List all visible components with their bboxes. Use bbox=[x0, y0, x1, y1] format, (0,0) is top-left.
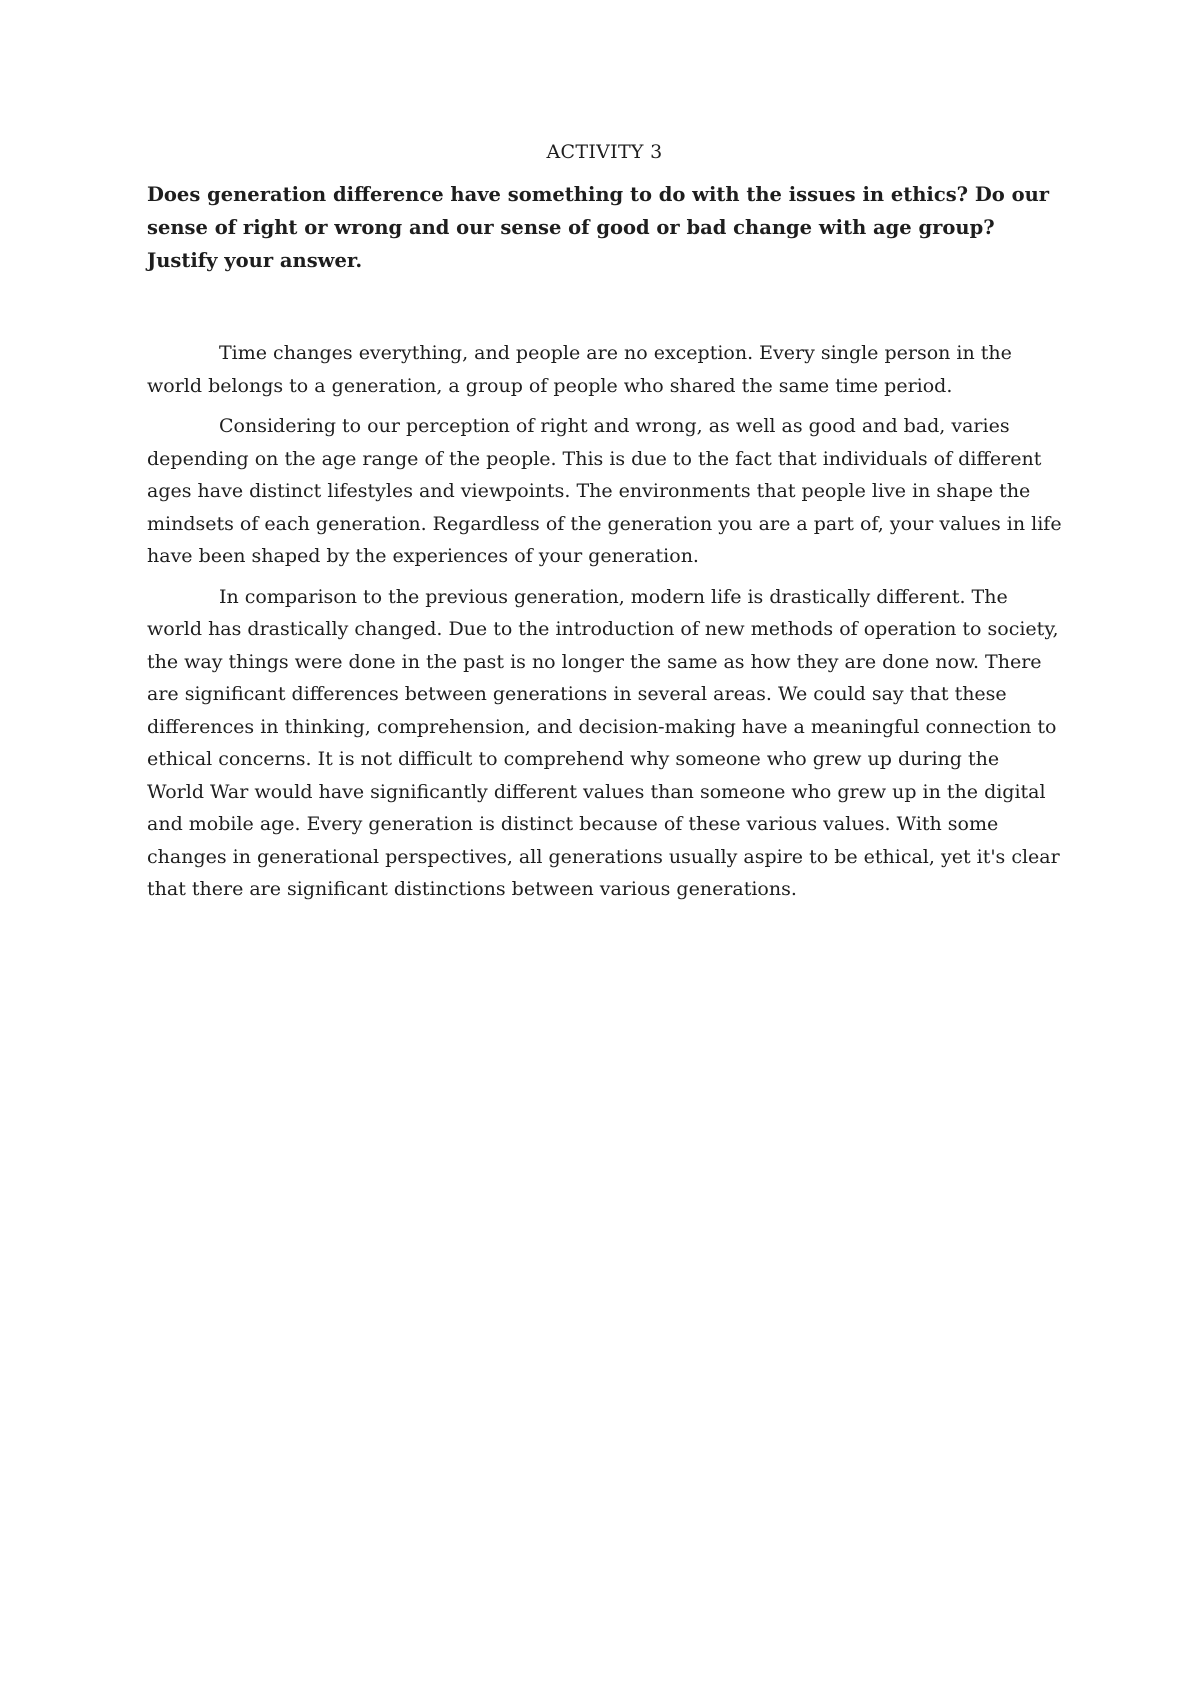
question-prompt: Does generation difference have something to do with the issues in ethics? Do our sense of right or wrong and our sense of good or bad change with age group? Justify your answer. bbox=[147, 183, 1050, 272]
document-title: ACTIVITY 3 bbox=[546, 141, 663, 163]
answer-paragraph-2: Considering to our perception of right and wrong, as well as good and bad, varies depending on the age range of the people. This is due to the fact that individuals of different ages have distinct lifestyles and viewpoints. The environments that people live in shape the mindsets of each generation. Regardless of the generation you are a part of, your values in life have been shaped by the experiences of your generation. bbox=[147, 415, 1062, 567]
answer-paragraph-3: In comparison to the previous generation, modern life is drastically different. The world has drastically changed. Due to the introduction of new methods of operation to society, the way things were done in the past is no longer the same as how they are done now. There are significant differences between generations in several areas. We could say that these differences in thinking, comprehension, and decision-making have a meaningful connection to ethical concerns. It is not difficult to comprehend why someone who grew up during the World War would have significantly different values than someone who grew up in the digital and mobile age. Every generation is distinct because of these various values. With some changes in generational perspectives, all generations usually aspire to be ethical, yet it's clear that there are significant distinctions between various generations. bbox=[147, 585, 1060, 900]
answer-paragraph-1: Time changes everything, and people are no exception. Every single person in the world belongs to a generation, a group of people who shared the same time period. bbox=[147, 342, 1012, 397]
answer-section bbox=[147, 337, 1062, 906]
document-body bbox=[147, 140, 1062, 914]
